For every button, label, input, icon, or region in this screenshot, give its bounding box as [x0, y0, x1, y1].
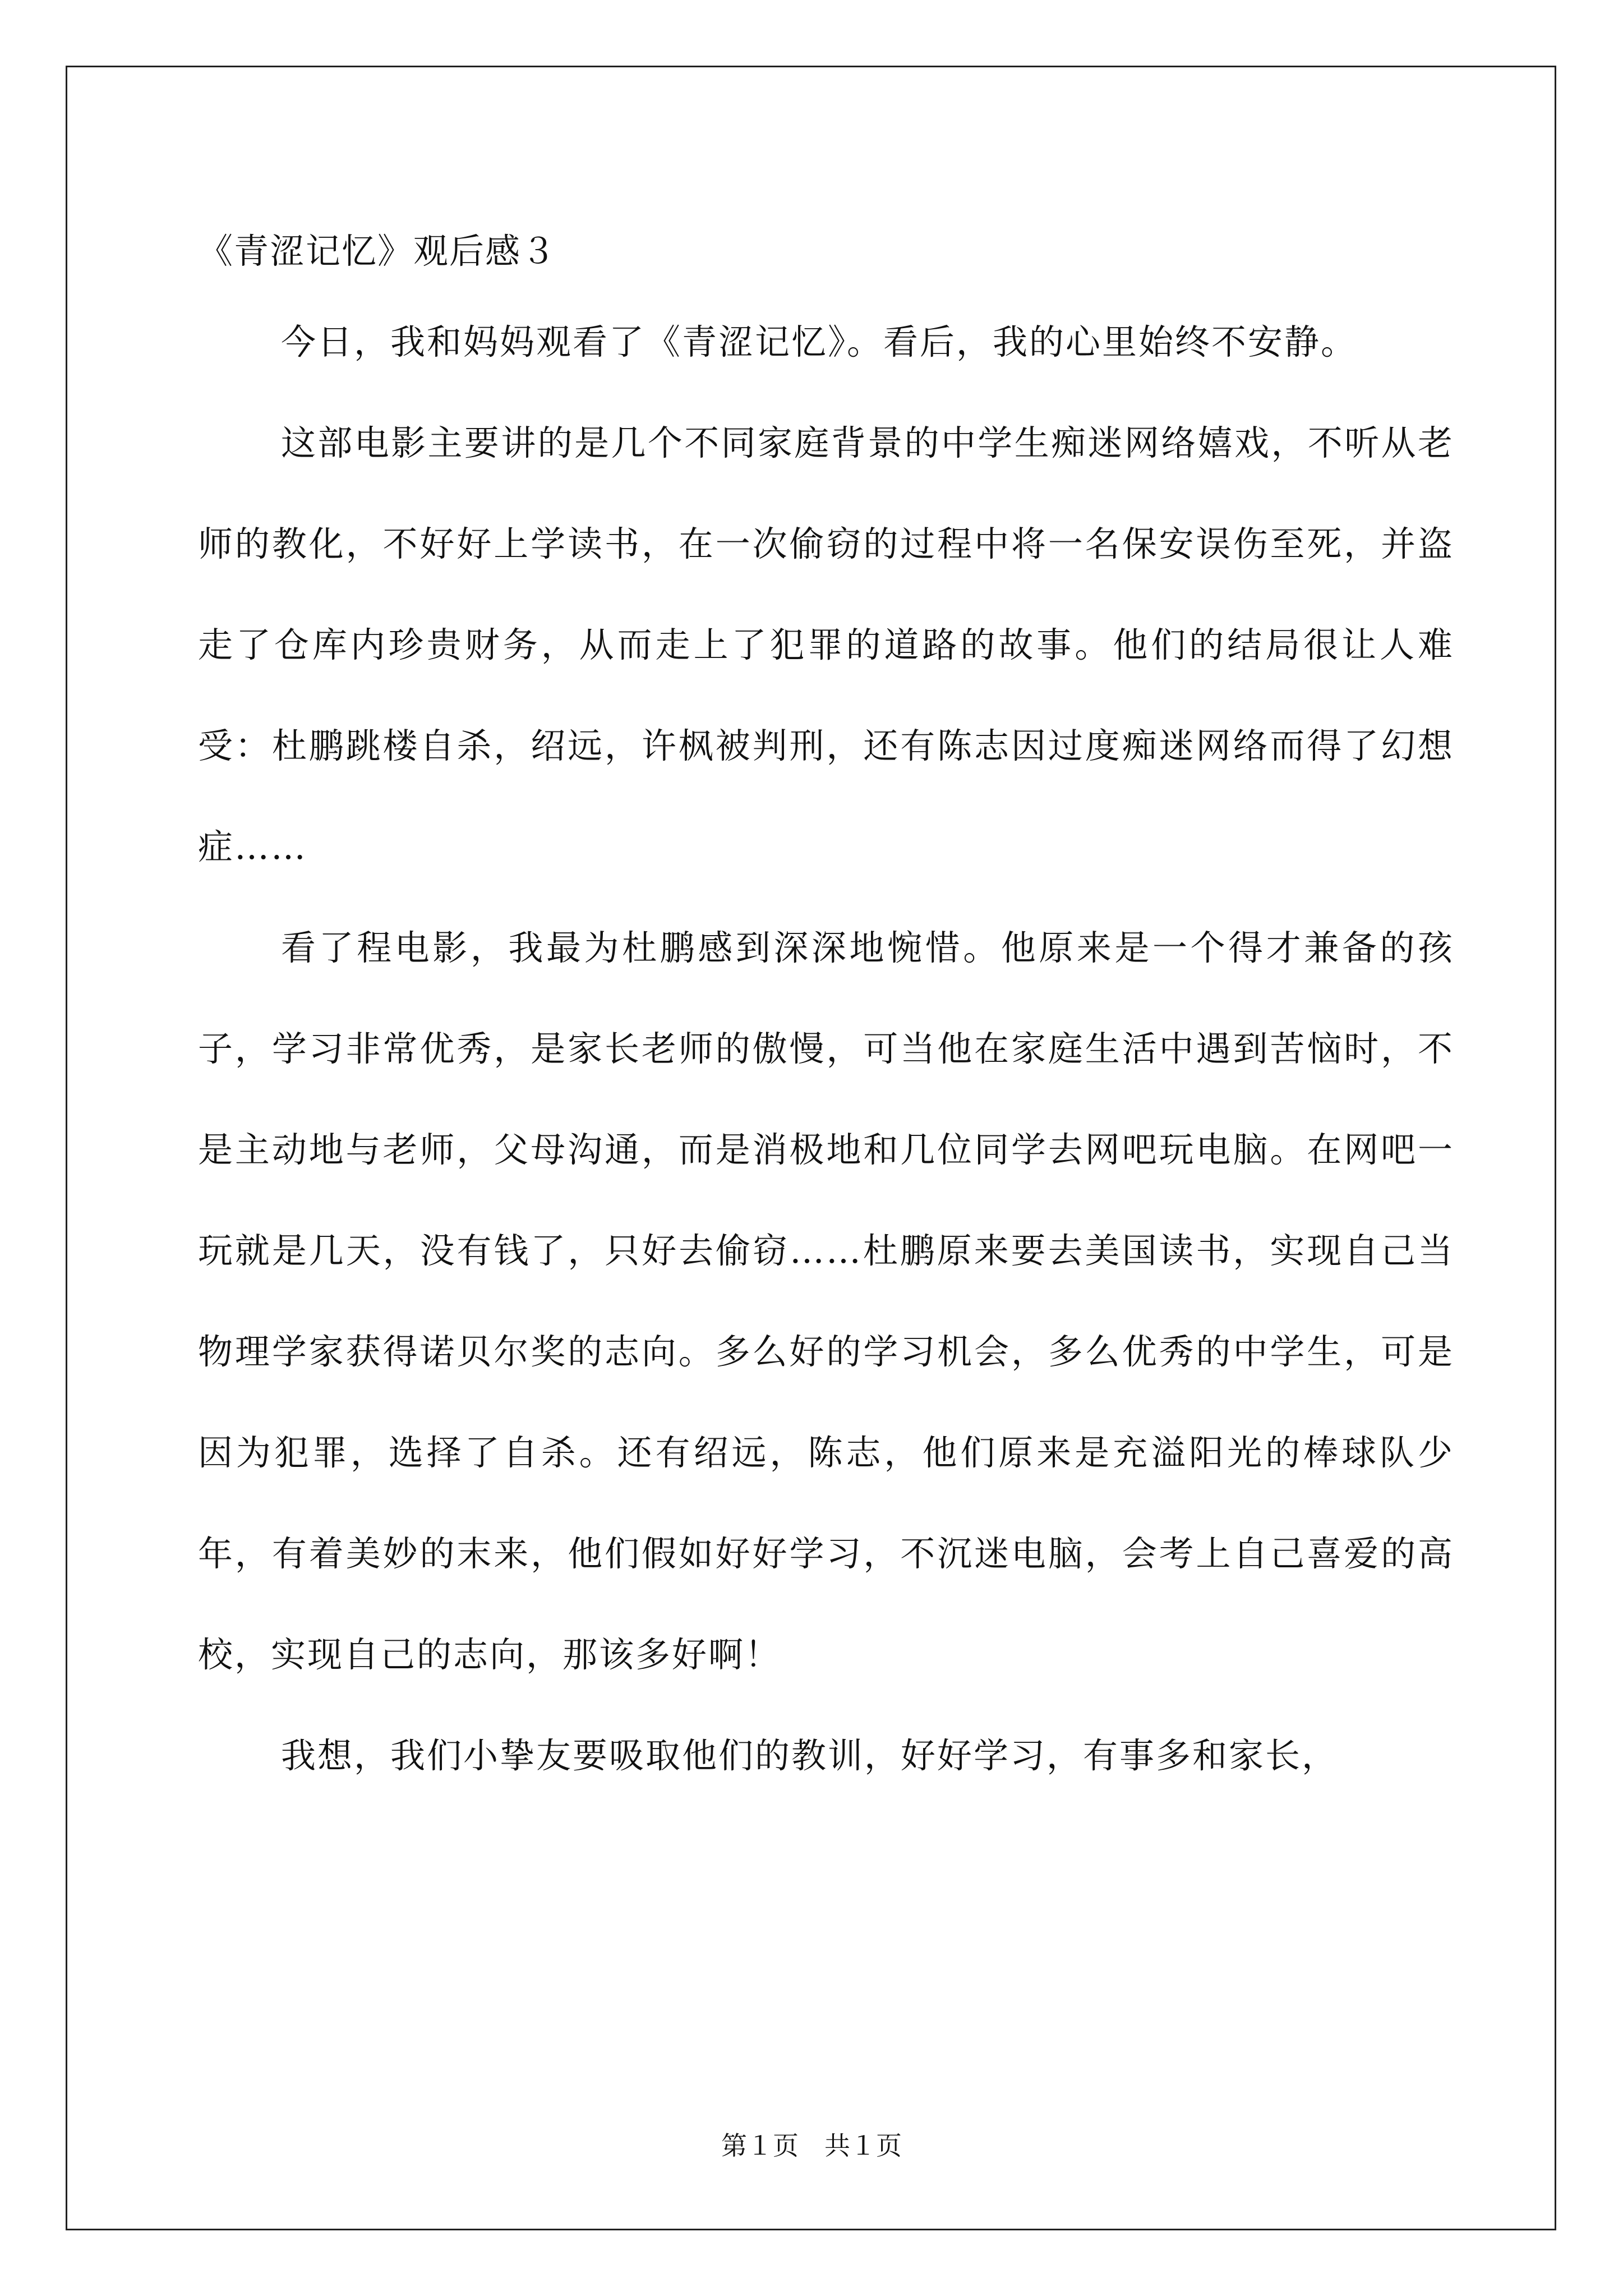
paragraph-3: 看了程电影，我最为杜鹏感到深深地惋惜。他原来是一个得才兼备的孩子，学习非常优秀，是家长老师的傲慢，可当他在家庭生活中遇到苦恼时，不是主动地与老师，父母沟通，而是消极地和几位同学去网吧玩电脑。在网吧一玩就是几天，没有钱了，只好去偷窃……杜鹏原来要去美国读书，实现自己当物理学家获得诺贝尔奖的志向。多么好的学习机会，多么优秀的中学生，可是因为犯罪，选择了自杀。还有绍远，陈志，他们原来是充溢阳光的棒球队少年，有着美妙的末来，他们假如好好学习，不沉迷电脑，会考上自己喜爱的高校，实现自己的志向，那该多好啊！ [198, 927, 1454, 1675]
page-number-footer: 第１页 共１页 [721, 2131, 902, 2161]
paragraph-1: 今日，我和妈妈观看了《青涩记忆》。看后，我的心里始终不安静。 [281, 321, 1358, 362]
document-title: 《青涩记忆》观后感３ [198, 231, 557, 272]
paragraph-4: 我想，我们小挚友要吸取他们的教训，好好学习，有事多和家长， [281, 1735, 1339, 1776]
paragraph-2: 这部电影主要讲的是几个不同家庭背景的中学生痴迷网络嬉戏，不听从老师的教化，不好好上学读书，在一次偷窃的过程中将一名保安误伤至死，并盗走了仓库内珍贵财务，从而走上了犯罪的道路的故事。他们的结局很让人难受：杜鹏跳楼自杀，绍远，许枫被判刑，还有陈志因过度痴迷网络而得了幻想症…… [198, 422, 1454, 867]
document-body [198, 292, 1454, 1806]
